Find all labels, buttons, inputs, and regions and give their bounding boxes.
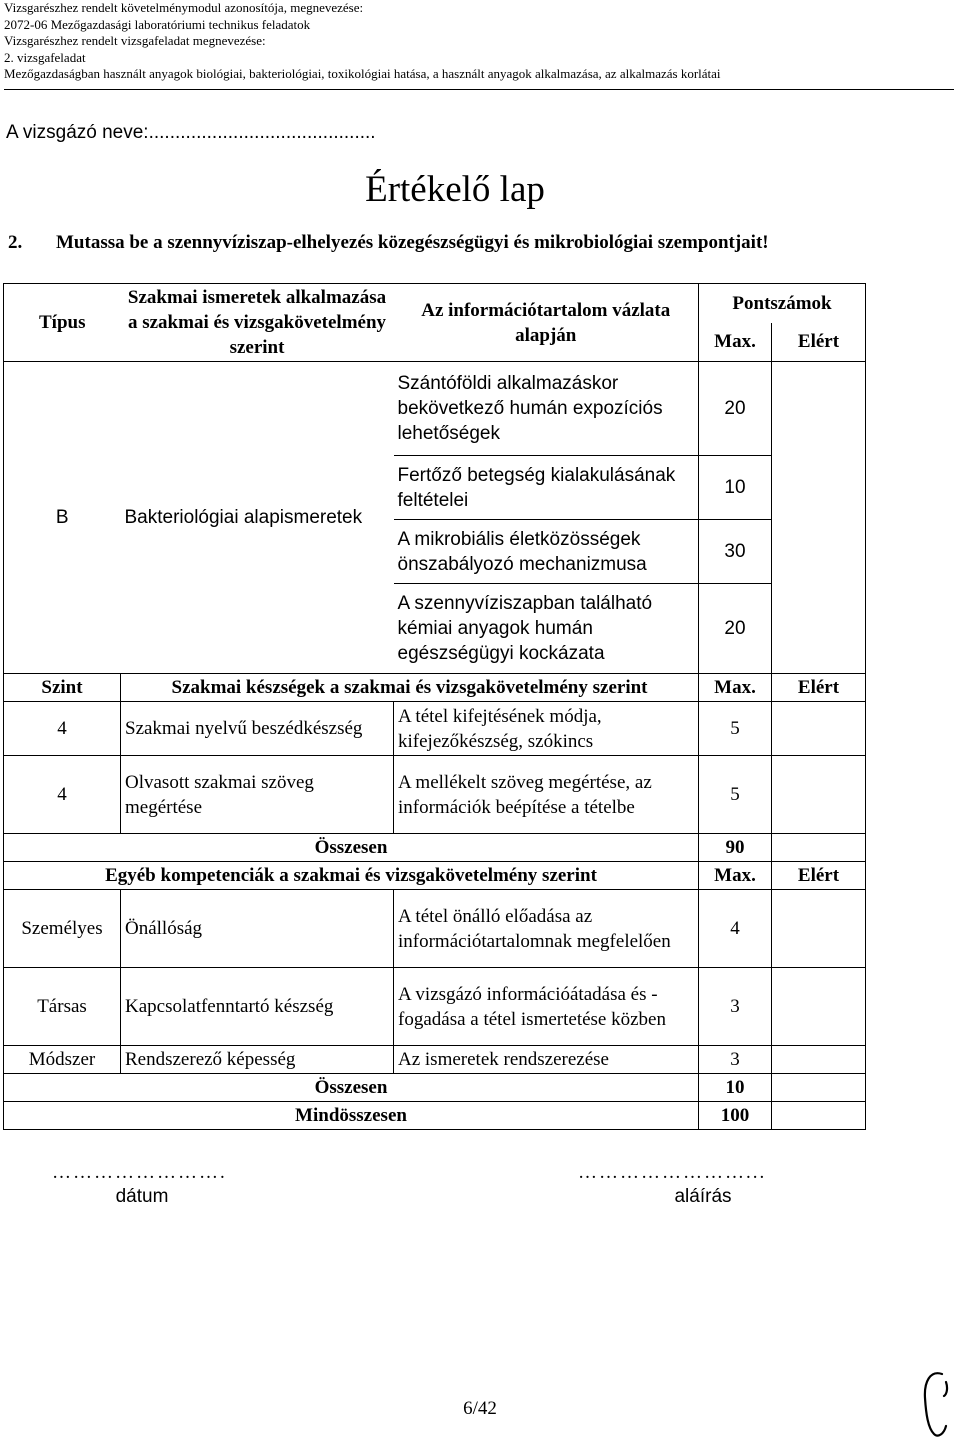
type-cell: Személyes bbox=[4, 890, 121, 968]
header-line: 2. vizsgafeladat bbox=[4, 49, 86, 65]
header-line: Vizsgarészhez rendelt vizsgafeladat megnevezése: bbox=[4, 33, 266, 49]
achieved-cell[interactable] bbox=[772, 756, 866, 834]
header-line: Vizsgarészhez rendelt követelménymodul azonosítója, megnevezése: bbox=[4, 0, 364, 15]
header-achieved: Elért bbox=[772, 674, 866, 702]
subtotal-value: 90 bbox=[699, 834, 772, 862]
date-label: dátum bbox=[115, 1186, 169, 1207]
competence-name-cell: Kapcsolatfenntartó készség bbox=[121, 968, 394, 1046]
signature-dots: ……………………... bbox=[578, 1162, 767, 1183]
type-cell: Módszer bbox=[4, 1046, 121, 1074]
achieved-cell[interactable] bbox=[772, 584, 866, 674]
skill-name-cell: Szakmai nyelvű beszédkészség bbox=[121, 702, 394, 756]
max-cell: 5 bbox=[699, 702, 772, 756]
signature-block bbox=[578, 1162, 838, 1208]
page-title-text: Értékelő lap bbox=[365, 169, 545, 210]
page-number: 6/42 bbox=[463, 1398, 497, 1419]
type-cell: B bbox=[4, 362, 121, 674]
table-row bbox=[4, 702, 866, 756]
max-cell: 3 bbox=[699, 1046, 772, 1074]
level-cell: 4 bbox=[4, 702, 121, 756]
max-cell: 10 bbox=[699, 456, 772, 520]
competence-desc-cell: A tétel önálló előadása az információtartalomnak megfelelően bbox=[394, 890, 699, 968]
question-number: 2. bbox=[8, 232, 23, 253]
subtotal-label: Összesen bbox=[4, 1074, 699, 1102]
header-max: Max. bbox=[699, 862, 772, 890]
table-row bbox=[4, 890, 866, 968]
total-row bbox=[4, 1102, 866, 1130]
signature-label: aláírás bbox=[674, 1186, 732, 1207]
question bbox=[8, 232, 769, 254]
table-row bbox=[4, 362, 866, 456]
info-cell: A szennyvíziszapban található kémiai anyagok humán egészségügyi kockázata bbox=[394, 584, 699, 674]
subtotal-label: Összesen bbox=[4, 834, 699, 862]
skill-name-cell: Olvasott szakmai szöveg megértése bbox=[121, 756, 394, 834]
achieved-cell[interactable] bbox=[772, 1046, 866, 1074]
examinee-name-field: A vizsgázó neve:........................................... bbox=[6, 122, 376, 143]
achieved-cell[interactable] bbox=[772, 834, 866, 862]
competence-name-cell: Önállóság bbox=[121, 890, 394, 968]
evaluation-table bbox=[3, 283, 866, 1130]
info-cell: A mikrobiális életközösségek önszabályozó mechanizmusa bbox=[394, 520, 699, 584]
achieved-cell[interactable] bbox=[772, 1074, 866, 1102]
skill-desc-cell: A tétel kifejtésének módja, kifejezőkészség, szókincs bbox=[394, 702, 699, 756]
header-prof-skills: Szakmai készségek a szakmai és vizsgakövetelmény szerint bbox=[121, 674, 699, 702]
topic-cell: Bakteriológiai alapismeretek bbox=[121, 362, 394, 674]
skill-desc-cell: A mellékelt szöveg megértése, az információk beépítése a tételbe bbox=[394, 756, 699, 834]
info-cell: Fertőző betegség kialakulásának feltételei bbox=[394, 456, 699, 520]
competence-name-cell: Rendszerező képesség bbox=[121, 1046, 394, 1074]
header-type: Típus bbox=[4, 284, 121, 362]
table-header-row bbox=[4, 284, 866, 323]
max-cell: 20 bbox=[699, 362, 772, 456]
header-line: Mezőgazdaságban használt anyagok biológiai, bakteriológiai, toxikológiai hatása, a használt anyagok alkalmazása, az alkalmazás korlátai bbox=[4, 66, 721, 82]
max-cell: 3 bbox=[699, 968, 772, 1046]
document-header bbox=[4, 0, 954, 90]
competence-desc-cell: Az ismeretek rendszerezése bbox=[394, 1046, 699, 1074]
achieved-cell[interactable] bbox=[772, 362, 866, 456]
header-achieved: Elért bbox=[772, 862, 866, 890]
section-header-row bbox=[4, 862, 866, 890]
header-max: Max. bbox=[699, 674, 772, 702]
header-achieved: Elért bbox=[772, 323, 866, 362]
competence-desc-cell: A vizsgázó információátadása és -fogadása a tétel ismertetése közben bbox=[394, 968, 699, 1046]
header-line: 2072-06 Mezőgazdasági laboratóriumi technikus feladatok bbox=[4, 16, 311, 32]
header-info: Az információtartalom vázlata alapján bbox=[394, 284, 699, 362]
header-level: Szint bbox=[4, 674, 121, 702]
max-cell: 20 bbox=[699, 584, 772, 674]
header-skills: Szakmai ismeretek alkalmazása a szakmai és vizsgakövetelmény szerint bbox=[121, 284, 394, 362]
subtotal-row bbox=[4, 1074, 866, 1102]
subtotal-row bbox=[4, 834, 866, 862]
max-cell: 4 bbox=[699, 890, 772, 968]
total-label: Mindösszesen bbox=[4, 1102, 699, 1130]
date-dots: ……………………. bbox=[52, 1162, 227, 1183]
table-row bbox=[4, 1046, 866, 1074]
table-row bbox=[4, 756, 866, 834]
section-header-row bbox=[4, 674, 866, 702]
achieved-cell[interactable] bbox=[772, 968, 866, 1046]
achieved-cell[interactable] bbox=[772, 520, 866, 584]
subtotal-value: 10 bbox=[699, 1074, 772, 1102]
header-points: Pontszámok bbox=[699, 284, 866, 323]
achieved-cell[interactable] bbox=[772, 890, 866, 968]
level-cell: 4 bbox=[4, 756, 121, 834]
date-signature-block bbox=[52, 1162, 312, 1208]
max-cell: 5 bbox=[699, 756, 772, 834]
max-cell: 30 bbox=[699, 520, 772, 584]
handwritten-mark-icon bbox=[920, 1368, 952, 1440]
question-text: Mutassa be a szennyvíziszap-elhelyezés közegészségügyi és mikrobiológiai szempontjait! bbox=[56, 232, 769, 253]
header-max: Max. bbox=[699, 323, 772, 362]
total-value: 100 bbox=[699, 1102, 772, 1130]
achieved-cell[interactable] bbox=[772, 1102, 866, 1130]
info-cell: Szántóföldi alkalmazáskor bekövetkező humán expozíciós lehetőségek bbox=[394, 362, 699, 456]
type-cell: Társas bbox=[4, 968, 121, 1046]
achieved-cell[interactable] bbox=[772, 702, 866, 756]
header-other: Egyéb kompetenciák a szakmai és vizsgakövetelmény szerint bbox=[4, 862, 699, 890]
achieved-cell[interactable] bbox=[772, 456, 866, 520]
page-title bbox=[0, 168, 960, 211]
table-row bbox=[4, 968, 866, 1046]
